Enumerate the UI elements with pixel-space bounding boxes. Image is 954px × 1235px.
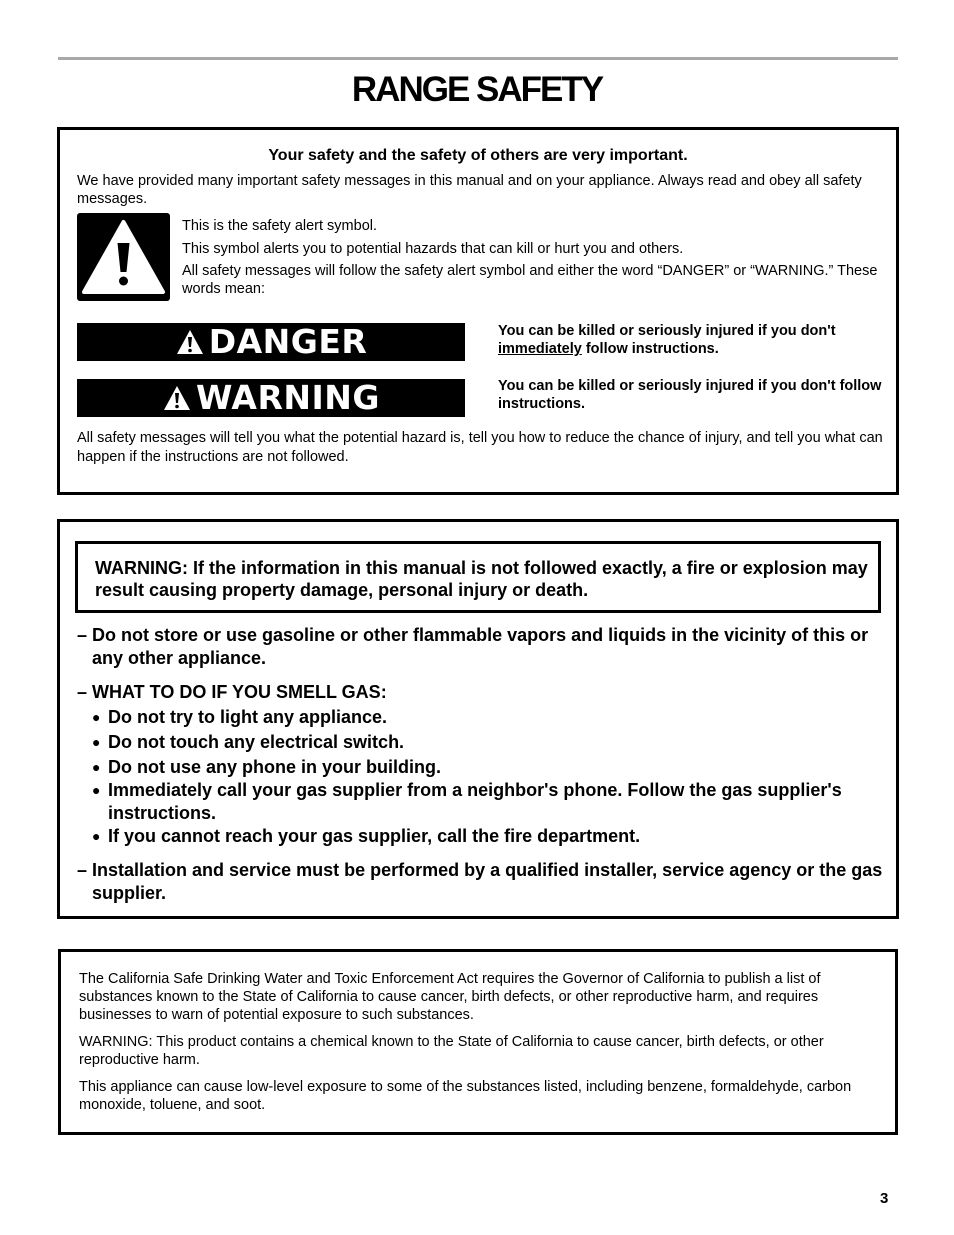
prop65-paragraph: The California Safe Drinking Water and Toxic Enforcement Act requires the Governor of California to publish a list of substances known to the State of California to cause cancer, birth defects, or other reproductive harm, and requires businesses to warn of potential exposure to such substances.: [79, 971, 821, 1023]
installation-service-item: – Installation and service must be performed by a qualified installer, service agency or the gas supplier.: [77, 860, 883, 903]
warning-description: You can be killed or seriously injured if you don't follow instructions.: [498, 378, 882, 412]
warning-label: WARNING: [196, 378, 380, 417]
danger-label: DANGER: [208, 322, 368, 361]
danger-desc-underlined: immediately: [498, 341, 582, 357]
fire-explosion-warning: [75, 541, 881, 613]
bullet-icon: ●: [92, 782, 101, 798]
alert-line: This is the safety alert symbol.: [182, 218, 378, 234]
safety-heading: Your safety and the safety of others are very important.: [268, 147, 688, 164]
warning-alert-icon: [162, 384, 192, 412]
list-item: ● Do not use any phone in your building.: [92, 757, 441, 777]
smell-gas-heading: – WHAT TO DO IF YOU SMELL GAS:: [77, 682, 387, 702]
safety-outro-text: All safety messages will tell you what the potential hazard is, tell you how to reduce the chance of injury, and tell you what can happen if the instructions are not followed.: [77, 430, 883, 465]
safety-intro-text: We have provided many important safety messages in this manual and on your appliance. Always read and obey all safety messages.: [77, 173, 862, 207]
list-item: ● Immediately call your gas supplier from a neighbor's phone. Follow the gas supplier's instructions.: [92, 780, 842, 823]
danger-desc-before: You can be killed or seriously injured if you don't: [498, 323, 836, 339]
safety-alert-icon: [77, 213, 170, 301]
bullet-icon: ●: [92, 709, 101, 725]
gas-warning-box: [57, 519, 899, 919]
bullet-icon: ●: [92, 734, 101, 750]
danger-description: [498, 322, 893, 358]
bullet-icon: ●: [92, 759, 101, 775]
danger-desc-after: follow instructions.: [581, 341, 719, 357]
safety-intro-box: [57, 127, 899, 495]
page-title: RANGE SAFETY: [351, 70, 603, 109]
top-rule: [58, 57, 898, 60]
flammable-vapors-item: – Do not store or use gasoline or other flammable vapors and liquids in the vicinity of this or any other appliance.: [77, 625, 869, 668]
danger-signal-bar: [77, 323, 465, 361]
alert-line: All safety messages will follow the safety alert symbol and either the word “DANGER” or “WARNING.” These words mean:: [182, 263, 878, 297]
list-item: ● Do not touch any electrical switch.: [92, 732, 405, 752]
page-number: 3: [880, 1190, 889, 1207]
bullet-icon: ●: [92, 828, 101, 844]
list-item: ● Do not try to light any appliance.: [92, 707, 388, 727]
prop65-paragraph: This appliance can cause low-level exposure to some of the substances listed, including benzene, formaldehyde, carbon monoxide, toluene, and soot.: [79, 1079, 852, 1113]
alert-symbol-text: [182, 217, 882, 303]
list-item: ● If you cannot reach your gas supplier, call the fire department.: [92, 826, 641, 846]
fire-explosion-warning-text: WARNING: If the information in this manual is not followed exactly, a fire or explosion may result causing property damage, personal injury or death.: [95, 558, 868, 600]
california-prop65-box: [58, 949, 898, 1135]
prop65-paragraph: WARNING: This product contains a chemical known to the State of California to cause cancer, birth defects, or other reproductive harm.: [79, 1034, 824, 1068]
alert-line: This symbol alerts you to potential hazards that can kill or hurt you and others.: [182, 240, 684, 257]
warning-signal-bar: [77, 379, 465, 417]
danger-alert-icon: [175, 328, 205, 356]
